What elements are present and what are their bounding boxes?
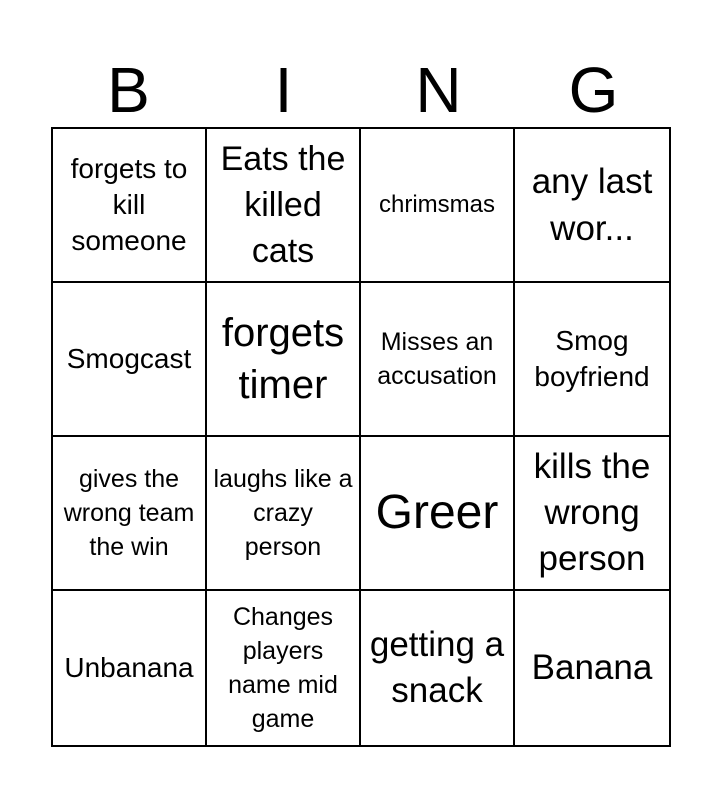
cell-text: gives the wrong team the win [63, 465, 195, 561]
cell-text: Changes players name mid game [228, 603, 338, 733]
bingo-cell [515, 129, 669, 283]
bingo-cell [361, 283, 515, 437]
cell-text: getting a snack [369, 625, 505, 710]
bingo-cell [207, 591, 361, 745]
cell-text: Greer [375, 486, 499, 539]
bingo-cell [361, 129, 515, 283]
cell-text: Eats the killed cats [220, 140, 346, 270]
bingo-grid [51, 127, 671, 747]
cell-text: Smog boyfriend [534, 325, 650, 392]
bingo-cell [515, 591, 669, 745]
bingo-cell [361, 591, 515, 745]
cell-text: any last wor... [531, 162, 653, 248]
bingo-cell [53, 437, 207, 591]
bingo-cell [515, 437, 669, 591]
bingo-cell [53, 283, 207, 437]
header-letter-g: G [568, 54, 619, 126]
cell-text: Misses an accusation [377, 328, 497, 390]
header-letter-i: I [274, 54, 293, 126]
bingo-cell [53, 591, 207, 745]
header-letter-n: N [415, 54, 462, 126]
cell-text: chrimsmas [378, 191, 495, 218]
bingo-cell [53, 129, 207, 283]
header-letter-b: B [107, 54, 150, 126]
cell-text: forgets to kill someone [70, 153, 188, 256]
bingo-header [51, 52, 671, 128]
bingo-cell [207, 283, 361, 437]
bingo-cell [207, 129, 361, 283]
bingo-cell [361, 437, 515, 591]
cell-text: Unbanana [64, 652, 194, 683]
cell-text: Smogcast [66, 343, 192, 374]
bingo-cell [515, 283, 669, 437]
cell-text: kills the wrong person [533, 447, 651, 578]
cell-text: forgets timer [221, 311, 345, 407]
bingo-cell [207, 437, 361, 591]
cell-text: Banana [531, 648, 653, 687]
cell-text: laughs like a crazy person [213, 465, 353, 561]
